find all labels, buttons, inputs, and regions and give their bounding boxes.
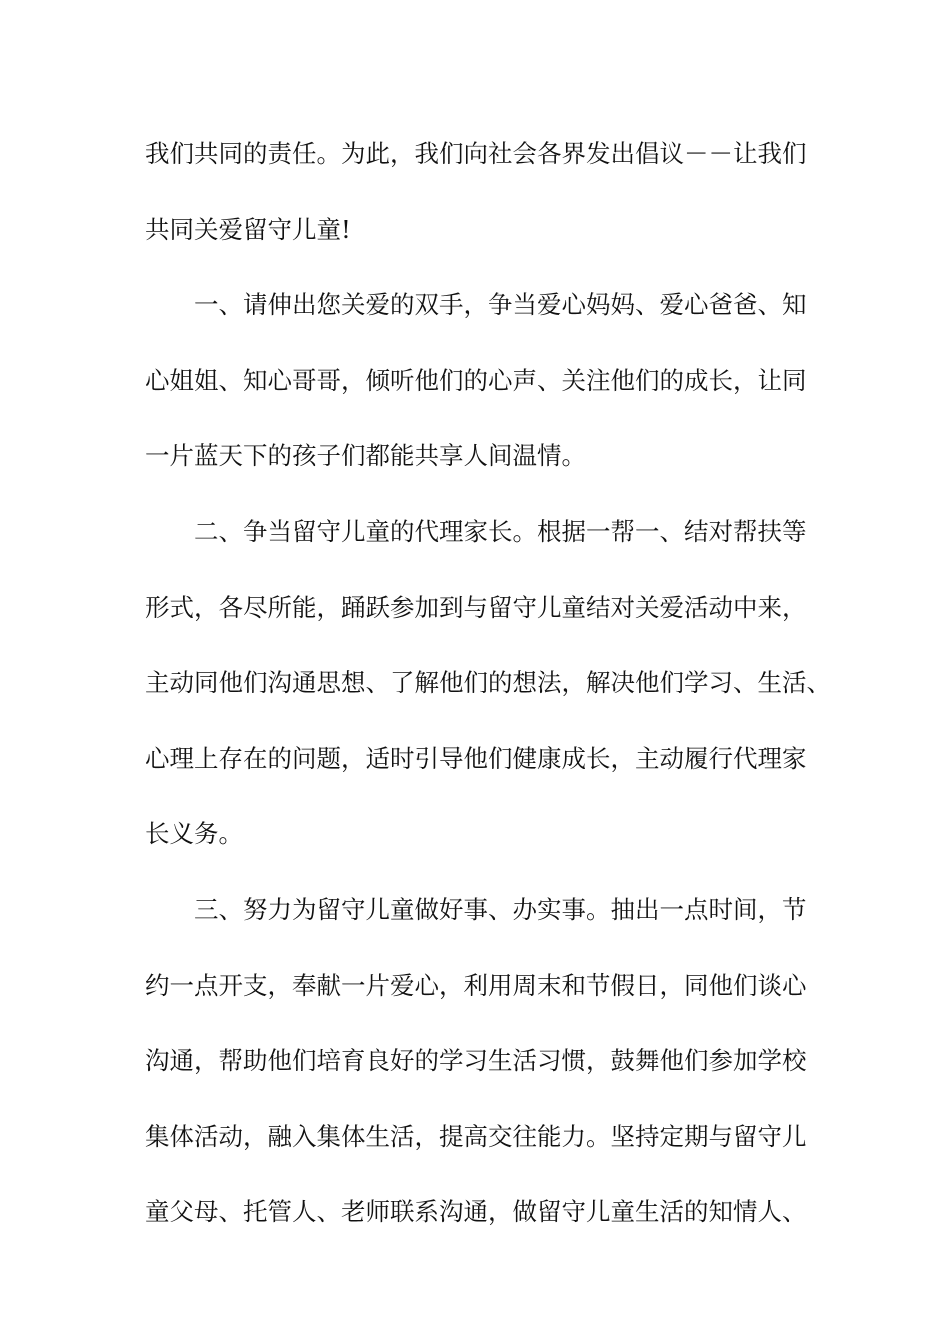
text-line: 集体活动，融入集体生活，提高交往能力。坚持定期与留守儿 [145, 1121, 807, 1151]
text-line: 沟通，帮助他们培育良好的学习生活习惯，鼓舞他们参加学校 [145, 1046, 807, 1076]
text-line: 一片蓝天下的孩子们都能共享人间温情。 [145, 441, 586, 471]
paragraph-start-line: 二、争当留守儿童的代理家长。根据一帮一、结对帮扶等 [194, 516, 807, 546]
text-line: 约一点开支，奉献一片爱心，利用周末和节假日，同他们谈心 [145, 970, 807, 1000]
text-line: 主动同他们沟通思想、了解他们的想法，解决他们学习、生活、 [145, 668, 831, 698]
text-line: 我们共同的责任。为此，我们向社会各界发出倡议－－让我们 [145, 139, 807, 168]
text-line: 心理上存在的问题，适时引导他们健康成长，主动履行代理家 [145, 743, 807, 773]
text-line: 共同关爱留守儿童! [145, 214, 351, 244]
paragraph-start-line: 三、努力为留守儿童做好事、办实事。抽出一点时间，节 [194, 894, 807, 924]
text-line: 心姐姐、知心哥哥，倾听他们的心声、关注他们的成长，让同 [145, 365, 807, 395]
text-line: 长义务。 [145, 819, 243, 849]
text-line: 形式，各尽所能，踊跃参加到与留守儿童结对关爱活动中来， [145, 592, 807, 622]
document-body [145, 116, 831, 1250]
text-line: 童父母、托管人、老师联系沟通，做留守儿童生活的知情人、 [145, 1197, 807, 1227]
paragraph-start-line: 一、请伸出您关爱的双手，争当爱心妈妈、爱心爸爸、知 [194, 290, 807, 320]
